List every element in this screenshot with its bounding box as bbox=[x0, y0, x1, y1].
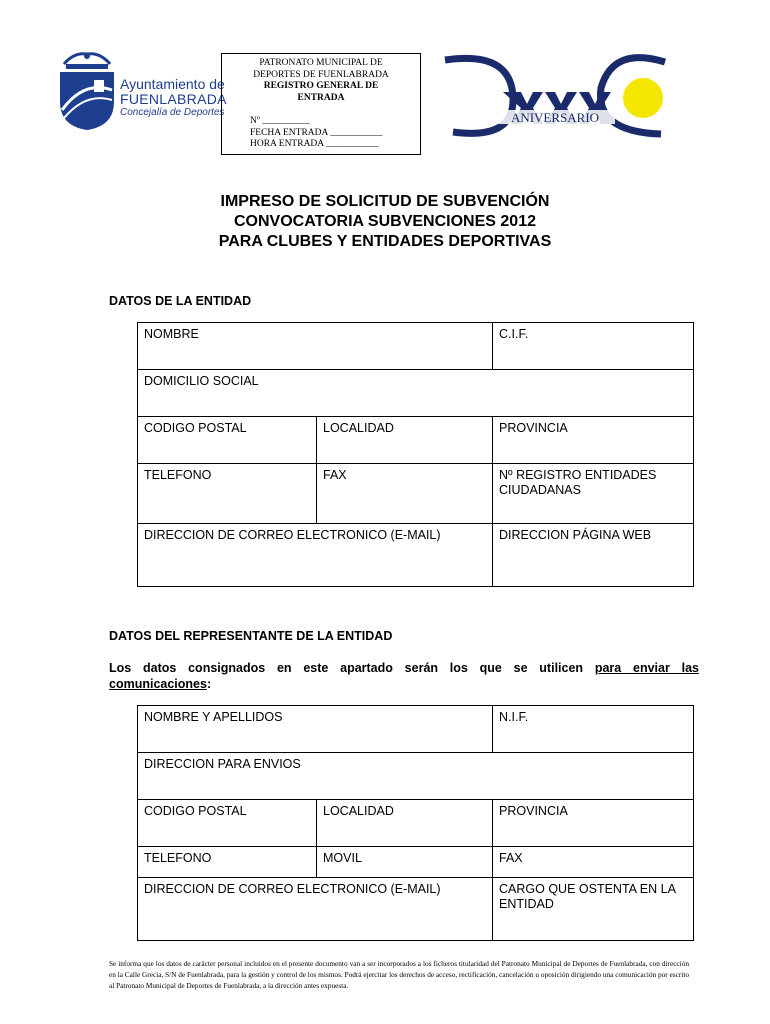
entity-fax-field[interactable]: FAX bbox=[317, 464, 493, 524]
note-text-c: comunicaciones bbox=[109, 677, 207, 691]
entity-section-heading: DATOS DE LA ENTIDAD bbox=[109, 294, 252, 308]
registration-stamp bbox=[221, 53, 421, 155]
representative-note bbox=[109, 660, 699, 676]
anniversary-logo bbox=[443, 52, 669, 142]
stamp-time-field: HORA ENTRADA ___________ bbox=[250, 139, 379, 149]
entity-form-table bbox=[137, 322, 694, 587]
logo-line-2: FUENLABRADA bbox=[120, 91, 227, 107]
rep-address-field[interactable]: DIRECCION PARA ENVIOS bbox=[138, 753, 694, 800]
entity-locality-field[interactable]: LOCALIDAD bbox=[317, 417, 493, 464]
logo-line-3: Concejalía de Deportes bbox=[120, 107, 225, 118]
entity-phone-field[interactable]: TELEFONO bbox=[138, 464, 317, 524]
note-text-b: para enviar las bbox=[594, 661, 699, 675]
title-line-1: IMPRESO DE SOLICITUD DE SUBVENCIÓN bbox=[220, 193, 550, 210]
stamp-number-field: Nº __________ bbox=[250, 116, 310, 126]
entity-email-field[interactable]: DIRECCION DE CORREO ELECTRONICO (E-MAIL) bbox=[138, 524, 493, 587]
entity-postal-code-field[interactable]: CODIGO POSTAL bbox=[138, 417, 317, 464]
entity-name-field[interactable]: NOMBRE bbox=[138, 323, 493, 370]
rep-mobile-field[interactable]: MOVIL bbox=[317, 847, 493, 878]
anniversary-label: ANIVERSARIO bbox=[510, 110, 600, 125]
rep-name-field[interactable]: NOMBRE Y APELLIDOS bbox=[138, 706, 493, 753]
representative-section-heading: DATOS DEL REPRESENTANTE DE LA ENTIDAD bbox=[109, 629, 393, 643]
logo-line-1: Ayuntamiento de bbox=[120, 76, 225, 92]
stamp-line-4: ENTRADA bbox=[297, 92, 345, 103]
representative-form-table bbox=[137, 705, 694, 941]
stamp-date-field: FECHA ENTRADA ___________ bbox=[250, 127, 383, 138]
privacy-notice: Se informa que los datos de carácter personal incluidos en el presente documento van a ser incorporados a los ficheros titularidad del Patronato Municipal de Deportes de Fuenlabrada, con dirección en la Calle Grecia, S/N de Fuenlabrada, para la gestión y control de los mismos. Podrá ejercitar los derechos de acceso, rectificación, cancelación u oposición dirigiendo una comunicación por escrito al Patronato Municipal de Deportes de Fuenlabrada, a la dirección antes expuesta. bbox=[109, 959, 689, 990]
crown-shield-icon bbox=[56, 50, 118, 132]
fuenlabrada-logo bbox=[56, 50, 227, 132]
rep-position-field[interactable]: CARGO QUE OSTENTA EN LA ENTIDAD bbox=[493, 878, 694, 941]
note-text-d: : bbox=[206, 677, 212, 691]
note-text-a: Los datos consignados en este apartado serán los que se utilicen bbox=[109, 661, 595, 675]
entity-cif-field[interactable]: C.I.F. bbox=[493, 323, 694, 370]
title-line-3: PARA CLUBES Y ENTIDADES DEPORTIVAS bbox=[218, 233, 552, 250]
stamp-line-2: DEPORTES DE FUENLABRADA bbox=[253, 69, 389, 80]
entity-web-field[interactable]: DIRECCION PÁGINA WEB bbox=[493, 524, 694, 587]
entity-registry-field[interactable]: Nº REGISTRO ENTIDADES CIUDADANAS bbox=[493, 464, 694, 524]
entity-province-field[interactable]: PROVINCIA bbox=[493, 417, 694, 464]
title-line-2: CONVOCATORIA SUBVENCIONES 2012 bbox=[234, 213, 536, 230]
stamp-line-3: REGISTRO GENERAL DE bbox=[263, 81, 379, 91]
representative-note-end bbox=[109, 676, 211, 692]
stamp-line-1: PATRONATO MUNICIPAL DE bbox=[259, 58, 383, 68]
rep-locality-field[interactable]: LOCALIDAD bbox=[317, 800, 493, 847]
entity-address-field[interactable]: DOMICILIO SOCIAL bbox=[138, 370, 694, 417]
rep-postal-code-field[interactable]: CODIGO POSTAL bbox=[138, 800, 317, 847]
rep-fax-field[interactable]: FAX bbox=[493, 847, 694, 878]
rep-nif-field[interactable]: N.I.F. bbox=[493, 706, 694, 753]
rep-province-field[interactable]: PROVINCIA bbox=[493, 800, 694, 847]
rep-phone-field[interactable]: TELEFONO bbox=[138, 847, 317, 878]
rep-email-field[interactable]: DIRECCION DE CORREO ELECTRONICO (E-MAIL) bbox=[138, 878, 493, 941]
document-title bbox=[0, 192, 770, 252]
